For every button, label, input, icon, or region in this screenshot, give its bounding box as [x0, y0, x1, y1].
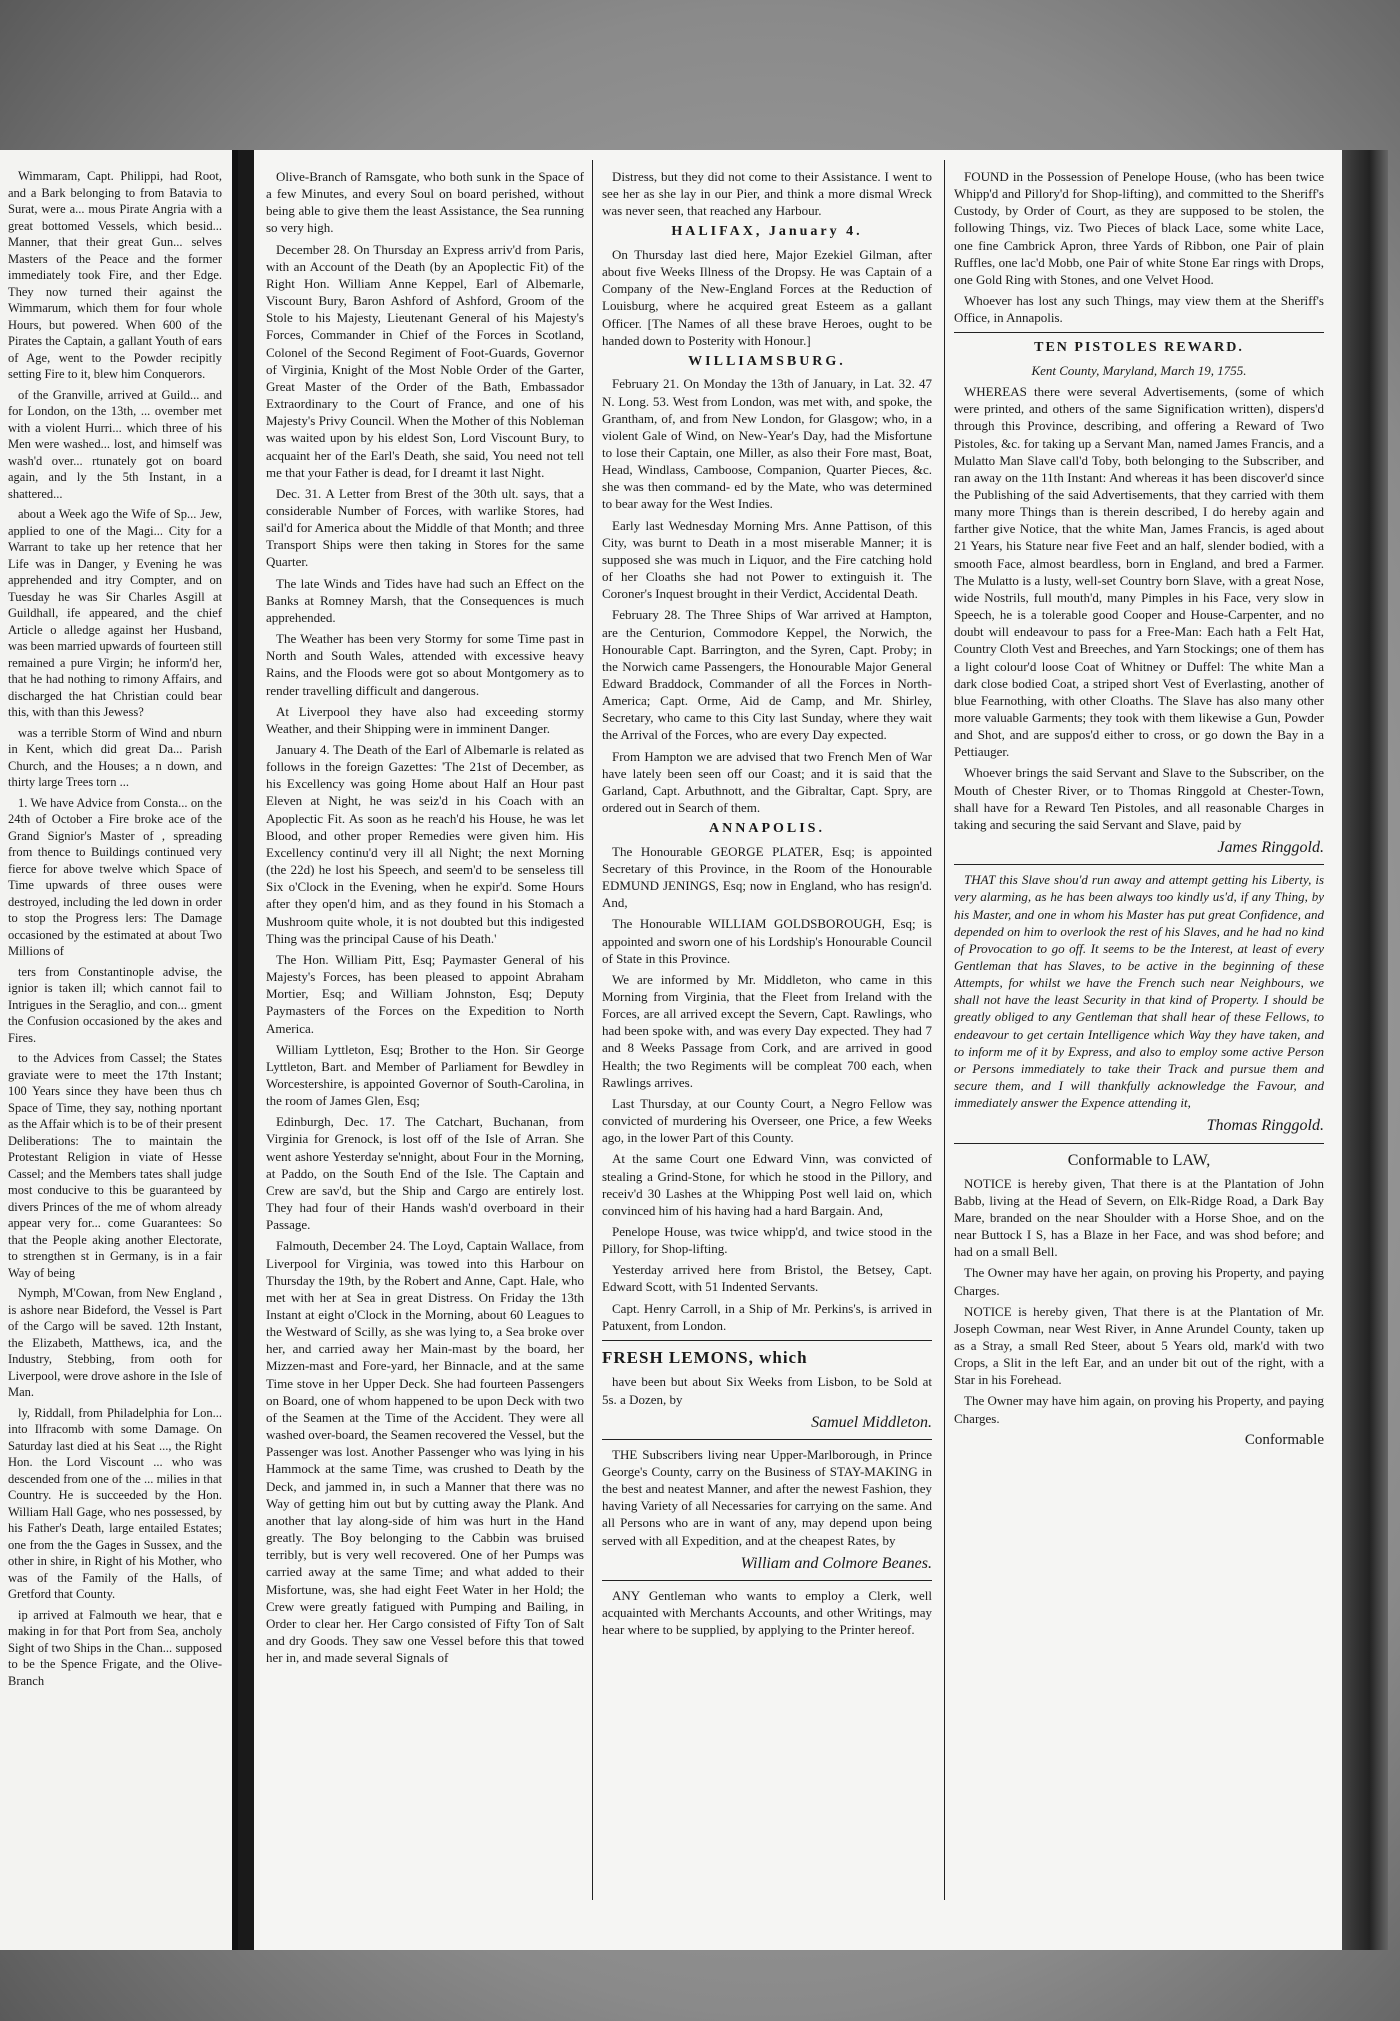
staymaking-signature: William and Colmore Beanes. [740, 1554, 932, 1572]
catchword: Conformable [1244, 1431, 1324, 1448]
page-gutter [238, 150, 254, 1950]
williamsburg-paragraphs [602, 375, 932, 816]
notice-2: NOTICE is hereby given, That there is at the Plantation of Mr. Joseph Cowman, near West River, in Anne Arundel County, taken up as a Stray, a small Red Steer, about 5 Years old, mark'd with two Crops, a Slit in the left Ear, and an under bit out of the right, with a Star in his Forehead. [954, 1303, 1324, 1388]
column-1 [266, 168, 584, 1670]
left-page-paragraph: ters from Constantinople advise, the ignior is taken ill; which cannot fail to Intrigues in the Seraglio, and con... gment the Confusion occasioned by the akes and Fires. [8, 964, 222, 1045]
halifax-text: On Thursday last died here, Major Ezekiel Gilman, after about five Weeks Illness of the Dropsy. He was Captain of a Company of the New-England Forces at the Reduction of Louisburg, where he acquired great Esteem as a gallant Officer. [The Names of all these brave Heroes, ought to be handed down to Posterity with Honour.] [602, 246, 932, 348]
left-page-paragraph: was a terrible Storm of Wind and nburn in Kent, which did great Da... Parish Church, and the Houses; a n down, and thirty large Trees torn ... [8, 725, 222, 789]
lemons-headline: FRESH LEMONS, which [602, 1347, 808, 1367]
col1-paragraph: The Hon. William Pitt, Esq; Paymaster General of his Majesty's Forces, has been pleased to appoint Abraham Mortier, Esq; and William Johnston, Esq; Deputy Paymasters of the Forces on the Expedition to North America. [266, 951, 584, 1036]
annapolis-paragraph: At the same Court one Edward Vinn, was convicted of stealing a Grind-Stone, for which he stood in the Pillory, and receiv'd 30 Lashes at the Whipping Post well laid on, which convinced him of his having had a hard Bargain. And, [602, 1151, 932, 1218]
slave-notice [954, 864, 1324, 1136]
annapolis-paragraphs [602, 843, 932, 1334]
lemons-text: have been but about Six Weeks from Lisbon, to be Sold at 5s. a Dozen, by [602, 1374, 932, 1407]
slave-signature: Thomas Ringgold. [1206, 1117, 1324, 1135]
annapolis-paragraph: Capt. Henry Carroll, in a Ship of Mr. Perkins's, is arrived in Patuxent, from London. [602, 1300, 932, 1333]
col1-paragraph: William Lyttleton, Esq; Brother to the Hon. Sir George Lyttleton, Bart. and Member of Parliament for Bewdley in Worcestershire, is appointed Governor of South-Carolina, in the room of James Glen, Esq; [266, 1041, 584, 1109]
left-page-paragraph: about a Week ago the Wife of Sp... Jew, applied to one of the Magi... City for a Warrant to take up her retence that her Life was in Danger, y Evening he was apprehended and itry Compter, and on Tuesday he was Sir Charles Asgill at Guildhall, ife appeared, and the chief Article o alledge against her Husband, was been married upwards of fourteen still remained a pure Virgin; he inform'd her, that he had nothing to rimony Affairs, and discharged the hat Christian could bear this, with than this Jewess? [8, 507, 222, 719]
col1-paragraph: Dec. 31. A Letter from Brest of the 30th ult. says, that a considerable Number of Forces, with warlike Stores, had sail'd for America about the Middle of that Month; and three Transport Ships were then taking in Stores for the same Quarter. [266, 485, 584, 570]
annapolis-paragraph: Yesterday arrived here from Bristol, the Betsey, Capt. Edward Scott, with 51 Indented Servants. [602, 1262, 932, 1295]
left-page-paragraph: ly, Riddall, from Philadelphia for Lon... into Ilfracomb with some Damage. On Saturday last died at his Seat ..., the Right Hon. the Lord Viscount ... who was descended from one of the ... milies in that Country. He is succeeded by the Hon. William Hall Gage, who nes possessed, by his Father's Death, large entailed Estates; one from the the Gages in Sussex, and the other in shire, in Right of his Mother, who was of the Family of the Halls, of Gretford that County. [8, 1405, 222, 1601]
col1-paragraph: The Weather has been very Stormy for some Time past in North and South Wales, attended with excessive heavy Rains, and the Floods were got so about Montgomery as to render travelling difficult and dangerous. [266, 631, 584, 698]
lemons-signature: Samuel Middleton. [811, 1413, 932, 1431]
annapolis-dateline: ANNAPOLIS. [709, 821, 825, 837]
col1-paragraph: Edinburgh, Dec. 17. The Catchart, Buchanan, from Virginia for Grenock, is lost off of the Isle of Arran. She went ashore Yesterday se'nnight, about Four in the Morning, at Paddo, on the South End of the Isle. The Captain and Crew are sav'd, but the Ship and Cargo are entirely lost. They had four of their Hands wash'd overboard in their Passage. [266, 1114, 584, 1233]
reward-paragraph: WHEREAS there were several Advertisements, (some of which were printed, and others of the same Signification written), dispers'd through this Province, describing, and offering a Reward of Two Pistoles, &c. for taking up a Servant Man, named James Francis, and a Mulatto Man Slave call'd Toby, both belonging to the Subscriber, and ran away on the 11th Instant: And whereas it has been discover'd since the Publishing of the said Advertisements, that they carried with them many more Things than is therein described, I do hereby again and farther give Notice, that the white Man, James Francis, is aged about 21 Years, his Stature near five Feet and an half, slender bodied, with a smooth Face, almost beardless, born in England, and bred a Farmer. The Mulatto is a lusty, well-set Country born Slave, with a great Nose, wide Nostrils, full mouth'd, many Pimples in his Face, very slow in Speech, he is a tolerable good Cooper and House-Carpenter, and no doubt will endeavour to pass for a Free-Man: Each hath a Felt Hat, Country Cloth Vest and Breeches, and Yarn Stockings; one of them has a light colour'd loose Coat of Whitney or Duffel: The white Man a dark close bodied Coat, a striped short Vest of Everlasting, another of blue Fearnothing, with other Cloaths. The Slave has also many other more valuable Garments; they took with them likewise a Gun, Powder and Shot, and are suppos'd either to cross, or go down the Bay in a Pettiauger. [954, 384, 1324, 760]
col1-paragraph: At Liverpool they have also had exceeding stormy Weather, and their Shipping were in imminent Danger. [266, 703, 584, 736]
notice-1: NOTICE is hereby given, That there is at the Plantation of John Babb, living at the Head of Severn, on Elk-Ridge Road, a Dark Bay Mare, branded on the near Shoulder with a Horse Shoe, and on the near Buttock I S, has a Blaze in her Face, and was shod before; and had on a small Bell. [954, 1175, 1324, 1260]
right-page-edge [1342, 150, 1388, 1950]
notice-2b: The Owner may have him again, on proving his Property, and paying Charges. [954, 1393, 1324, 1426]
annapolis-paragraph: The Honourable WILLIAM GOLDSBOROUGH, Esq; is appointed and sworn one of his Lordship's Honourable Council of State in this Province. [602, 916, 932, 966]
law-headline: Conformable to LAW, [1067, 1151, 1211, 1169]
williamsburg-paragraph: February 21. On Monday the 13th of January, in Lat. 32. 47 N. Long. 53. West from London, was met with, and spoke, the Grantham, of, and from New London, for Glasgow; who, in a violent Gale of Wind, on New-Year's Day, had the Misfortune to lose their Captain, one Miller, as also their Fore mast, Boat, Head, Windlass, Camboose, Companion, Quarter Pieces, &c. she was then command- ed by the Mate, who was determined to bear away for the West Indies. [602, 376, 932, 512]
column-3 [954, 168, 1324, 1455]
column-rule-1 [592, 160, 593, 1900]
reward-paragraph: Whoever brings the said Servant and Slave to the Subscriber, on the Mouth of Chester River, or to Thomas Ringgold at Chester-Town, shall have for a Reward Ten Pistoles, and all reasonable Charges in taking and securing the said Servant and Slave, paid by [954, 765, 1324, 832]
annapolis-paragraph: We are informed by Mr. Middleton, who came in this Morning from Virginia, that the Fleet from Ireland with the Forces, are all arrived except the Severn, Capt. Rawlings, who had been spoke with, and was every Day expected. They had 7 and 8 Weeks Passage from Cork, and are arrived in good Health; the two Regiments will be compleat 700 each, when Rawlings arrives. [602, 971, 932, 1090]
halifax-dateline: HALIFAX, January 4. [671, 224, 863, 240]
col1-paragraph: Olive-Branch of Ramsgate, who both sunk in the Space of a few Minutes, and every Soul on board perished, without being able to give them the least Assistance, the Sea running so very high. [266, 169, 584, 236]
col1-paragraph: The late Winds and Tides have had such an Effect on the Banks at Romney Marsh, that the Consequences is much apprehended. [266, 575, 584, 625]
left-page-paragraph: 1. We have Advice from Consta... on the 24th of October a Fire broke ace of the Grand Signior's Master of , spreading from thence to Buildings continued very fierce for above twelve which Space of Time upwards of three ouses were destroyed, including the led down in order to stop the Progress lers: The Damage occasioned by the estimated at about Two Millions of [8, 795, 222, 958]
slave-text: THAT this Slave shou'd run away and attempt getting his Liberty, is very alarming, as he has been always too kindly us'd, if any Thing, by his Master, and one in whom his Master has put great Confidence, and depended on him to overlook the rest of his Slaves, and he had no kind of Provocation to go off. It seems to be the Interest, at least of every Gentleman that has Slaves, to be active in the beginning of these Attempts, for whilst we have the French such near Neighbours, we shall not have the least Security in that kind of Property. I should be greatly obliged to any Gentleman that shall hear of these Fellows, to endeavour to get certain Intelligence which Way they have taken, and to inform me of it by Express, and also to employ some active Person or Persons immediately to take their Track and pursue them and secure them, and I will thankfully acknowledge the Favour, and immediately answer the Expence attending it, [954, 872, 1324, 1111]
reward-paragraphs [954, 383, 1324, 833]
staymaking-ad [602, 1439, 932, 1574]
williamsburg-paragraph: Early last Wednesday Morning Mrs. Anne Pattison, of this City, was burnt to Death in a most miserable Manner; it is supposed she was much in Liquor, and the Fire catching hold of her Cloaths she had not Power to extinguish it. The Coroner's Inquest brought in their Verdict, Accidental Death. [602, 517, 932, 602]
reward-title: TEN PISTOLES REWARD. [1034, 340, 1244, 356]
law-notices [954, 1143, 1324, 1451]
column-2 [602, 168, 932, 1642]
reward-ad [954, 332, 1324, 858]
column-rule-2 [944, 160, 945, 1900]
annapolis-paragraph: The Honourable GEORGE PLATER, Esq; is appointed Secretary of this Province, in the Room of the Honourable EDMUND JENINGS, Esq; now in England, who has resign'd. And, [602, 843, 932, 911]
left-page-paragraph: to the Advices from Cassel; the States graviate were to meet the 17th Instant; 100 Years since they have been thus ch Space of Time, they say, nothing nportant as the Affair which is to be of their present Deliberations: The to maintain the Protestant Religion in viate of Hesse Cassel; and the Members tates shall judge most conducive to this be guaranteed by divers Princes of the me of whom already appear very for... come Guarantees: So that the People aking another Electorate, to strengthen st in Germany, is in a fair Way of being [8, 1051, 222, 1280]
found-notice: FOUND in the Possession of Penelope House, (who has been twice Whipp'd and Pillory'd for Shop-lifting), and committed to the Sheriff's Custody, by Order of Court, as they are supposed to be stolen, the following Things, viz. Two Pieces of black Lace, some white Lace, one fine Cambrick Apron, three Yards of Ribbon, one Pair of plain Ruffles, one lac'd Mobb, one Pair of white Stone Ear rings with Drops, one Gold Ring with Stones, and one Velvet Hood. [954, 169, 1324, 287]
annapolis-paragraph: Last Thursday, at our County Court, a Negro Fellow was convicted of murdering his Overseer, one Price, a few Weeks ago, in the lower Part of this County. [602, 1095, 932, 1146]
left-page-column [8, 168, 222, 1693]
left-page-paragraph: of the Granville, arrived at Guild... and for London, on the 13th, ... ovember met with a violent Hurri... which three of his Men were washed... lost, and himself was wash'd over... rtunately got on board again, and ly the 5th Instant, in a shattered... [8, 387, 222, 501]
staymaking-text: THE Subscribers living near Upper-Marlborough, in Prince George's County, carry on the Business of STAY-MAKING in the best and neatest Manner, and after the newest Fashion, they having Variety of all Necessaries for carrying on the same. And all Persons who are in want of any, may depend upon being served with all Expedition, and at the cheapest Rates, by [602, 1446, 932, 1548]
col2-intro: Distress, but they did not come to their Assistance. I went to see her as she lay in our Pier, and think a more dismal Wreck was never seen, that reached any Harbour. [602, 169, 932, 219]
col1-paragraph: December 28. On Thursday an Express arriv'd from Paris, with an Account of the Death (by an Apoplectic Fit) of the Right Hon. William Anne Keppel, Earl of Albemarle, Viscount Bury, Baron Ashford of Ashford, Groom of the Stole to his Majesty, Lieutenant General of his Majesty's Forces, Commander in Chief of the Forces in Scotland, Colonel of the Second Regiment of Foot-Guards, Governor of Virginia, Knight of the Most Noble Order of the Garter, Great Master of the Order of the Bath, Embassador Extraordinary to the Court of France, and one of his Majesty's Privy Council. When the Mother of this Nobleman was waited upon by his eldest Son, Lord Viscount Bury, to acquaint her of the Earl's Death, she said, You need not tell me that your Father is dead, for I dreamt it last Night. [266, 241, 584, 480]
newspaper-page [254, 150, 1342, 1950]
reward-dateline: Kent County, Maryland, March 19, 1755. [1031, 362, 1247, 378]
left-page-paragraph: Nymph, M'Cowan, from New England , is ashore near Bideford, the Vessel is Part of the Cargo will be saved. 12th Instant, the Elizabeth, Matthews, ica, and the Industry, Stebbing, from ooth for Liverpool, were drove ashore in the Isle of Man. [8, 1286, 222, 1399]
col1-paragraph: January 4. The Death of the Earl of Albemarle is related as follows in the foreign Gazettes: 'The 21st of December, as his Excellency was going Home about Half an Hour past Eleven at Night, he was seiz'd in his Coach with an Apoplectic Fit. As soon as he reach'd his House, he was let Blood, and other proper Remedies were given him. His Excellency continu'd very ill all Night; the next Morning (the 22d) he lost his Speech, and seem'd to be senseless till Six o'Clock in the Evening, when he expir'd. Some Hours after they open'd him, and as they found in his Stomach a Mushroom quite whole, it is not doubted but this indigested Thing was the principal Cause of his Death.' [266, 742, 584, 946]
williamsburg-paragraph: From Hampton we are advised that two French Men of War have lately been seen off our Coast; and it is said that the Garland, Capt. Arbuthnott, and the Gibraltar, Capt. Spry, are ordered out in Search of them. [602, 748, 932, 816]
notice-1b: The Owner may have her again, on proving his Property, and paying Charges. [954, 1265, 1324, 1298]
reward-signature: James Ringgold. [1217, 839, 1324, 857]
left-facing-page [0, 150, 238, 1950]
found-notice-2: Whoever has lost any such Things, may view them at the Sheriff's Office, in Annapolis. [954, 293, 1324, 326]
clerk-text: ANY Gentleman who wants to employ a Clerk, well acquainted with Merchants Accounts, and other Writings, may hear where to be supplied, by applying to the Printer hereof. [602, 1587, 932, 1638]
left-page-paragraph: ip arrived at Falmouth we hear, that e making in for that Port from Sea, ancholy Sight of two Ships in the Chan... supposed to be the Spence Frigate, and the Olive-Branch [8, 1607, 222, 1688]
annapolis-paragraph: Penelope House, was twice whipp'd, and twice stood in the Pillory, for Shop-lifting. [602, 1224, 932, 1257]
williamsburg-dateline: WILLIAMSBURG. [688, 353, 846, 369]
col1-paragraph: Falmouth, December 24. The Loyd, Captain Wallace, from Liverpool for Virginia, was towed into this Harbour on Thursday the 19th, by the Robert and Anne, Capt. Hale, who met with her at Sea in great Distress. On Friday the 13th Instant at eight o'Clock in the Morning, about 60 Leagues to the Westward of Scilly, as she was lying to, a Sea broke over her, and carried away her Main-mast by the board, her Mizzen-mast and Fore-yard, her Binnacle, and at the same Time stove in her Upper Deck. She had fourteen Passengers on Board, one of whom happened to be upon Deck with two of the Seamen at the Time of the Accident. They were all washed over-board, the Seamen recovered the Vessel, but the Passenger was lost. Another Passenger who was lying in his Hammock at the same Time, was crushed to Death by the Deck, and jammed in, in such a Manner that there was no Way of getting him out but by cutting away the Plank. And another that lay along-side of him was hurt in the Hand greatly. The Boy belonging to the Cabbin was bruised terribly, but is very well recovered. One of her Pumps was carried away at the same Time; and what added to their Misfortune, was, she had eight Feet Water in her Hold; the Crew were greatly fatigued with Pumping and Bailing, in Order to clear her. Her Cargo consisted of Fifty Ton of Salt and dry Goods. They saw one Vessel before this that towed her in, and made several Signals of [266, 1238, 584, 1666]
lemons-ad [602, 1340, 932, 1433]
williamsburg-paragraph: February 28. The Three Ships of War arrived at Hampton, are the Centurion, Commodore Keppel, the Norwich, the Honourable Capt. Barrington, and the Syren, Capt. Proby; in the Norwich came Passengers, the Honourable Major General Edward Braddock, Commander of all the Forces in North-America; Capt. Orme, Aid de Camp, and Mr. Shirley, Secretary, who came to this City last Sunday, where they wait the Arrival of the Forces, who are every Day expected. [602, 607, 932, 743]
left-page-paragraph: Wimmaram, Capt. Philippi, had Root, and a Bark belonging to from Batavia to Surat, were a... mous Pirate Angria with a great bottomed Vessels, which besid... Manner, that their great Gun... selves Masters of the Peace and the former immediately took Fire, and ther Edge. They now turned their against the Wimmarum, which them for four whole Hours, but powered. When 600 of the Pirates the Captain, a gallant Youth of ears of Age, went to the Powder recipitly setting Fire to it, blew him Conquerors. [8, 169, 222, 381]
clerk-ad [602, 1580, 932, 1638]
